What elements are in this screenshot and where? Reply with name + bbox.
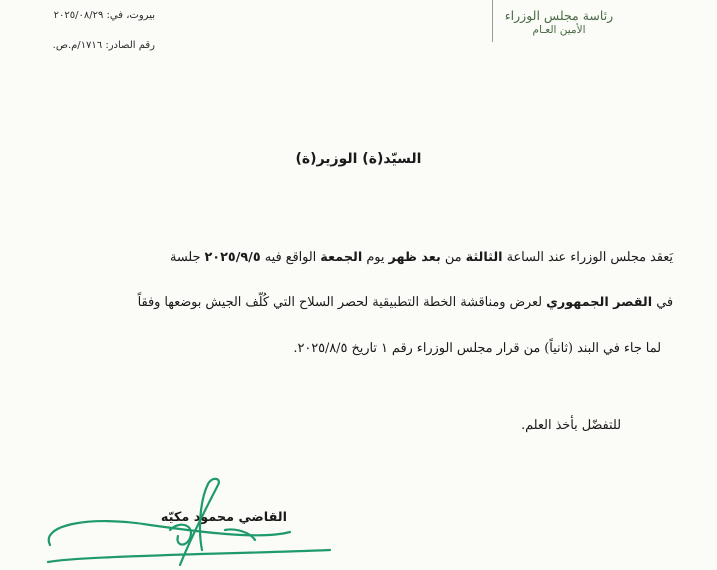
body-line-2: في القصر الجمهوري لعرض ومناقشة الخطة التطبيقية لحصر السلاح التي كُلّف الجيش بوضعها وفقاً <box>137 295 673 310</box>
reference-number: رقم الصادر: ١٧١٦/م.ص. <box>52 40 155 51</box>
org-subtitle: الأمين العـام <box>532 24 586 36</box>
body-line-3: لما جاء في البند (ثانياً) من قرار مجلس الوزراء رقم ١ تاريخ ٢٠٢٥/٨/٥. <box>293 341 661 356</box>
letter-date: بيروت، في: ٢٠٢٥/٠٨/٢٩ <box>53 10 155 21</box>
signature-icon <box>30 470 340 570</box>
header-divider <box>492 0 493 42</box>
salutation: السيّد(ة) الوزير(ة) <box>295 151 422 167</box>
closing-line: للتفضّل بأخذ العلم. <box>521 418 621 433</box>
signatory-name: القاضي محمود مكيّه <box>160 510 287 525</box>
org-name: رئاسة مجلس الوزراء <box>504 8 614 23</box>
body-line-1: يَعقد مجلس الوزراء عند الساعة الثالثة من بعد ظهر يوم الجمعة الواقع فيه ٢٠٢٥/٩/٥ جلسة <box>169 250 673 265</box>
letterhead-logo <box>499 8 619 36</box>
